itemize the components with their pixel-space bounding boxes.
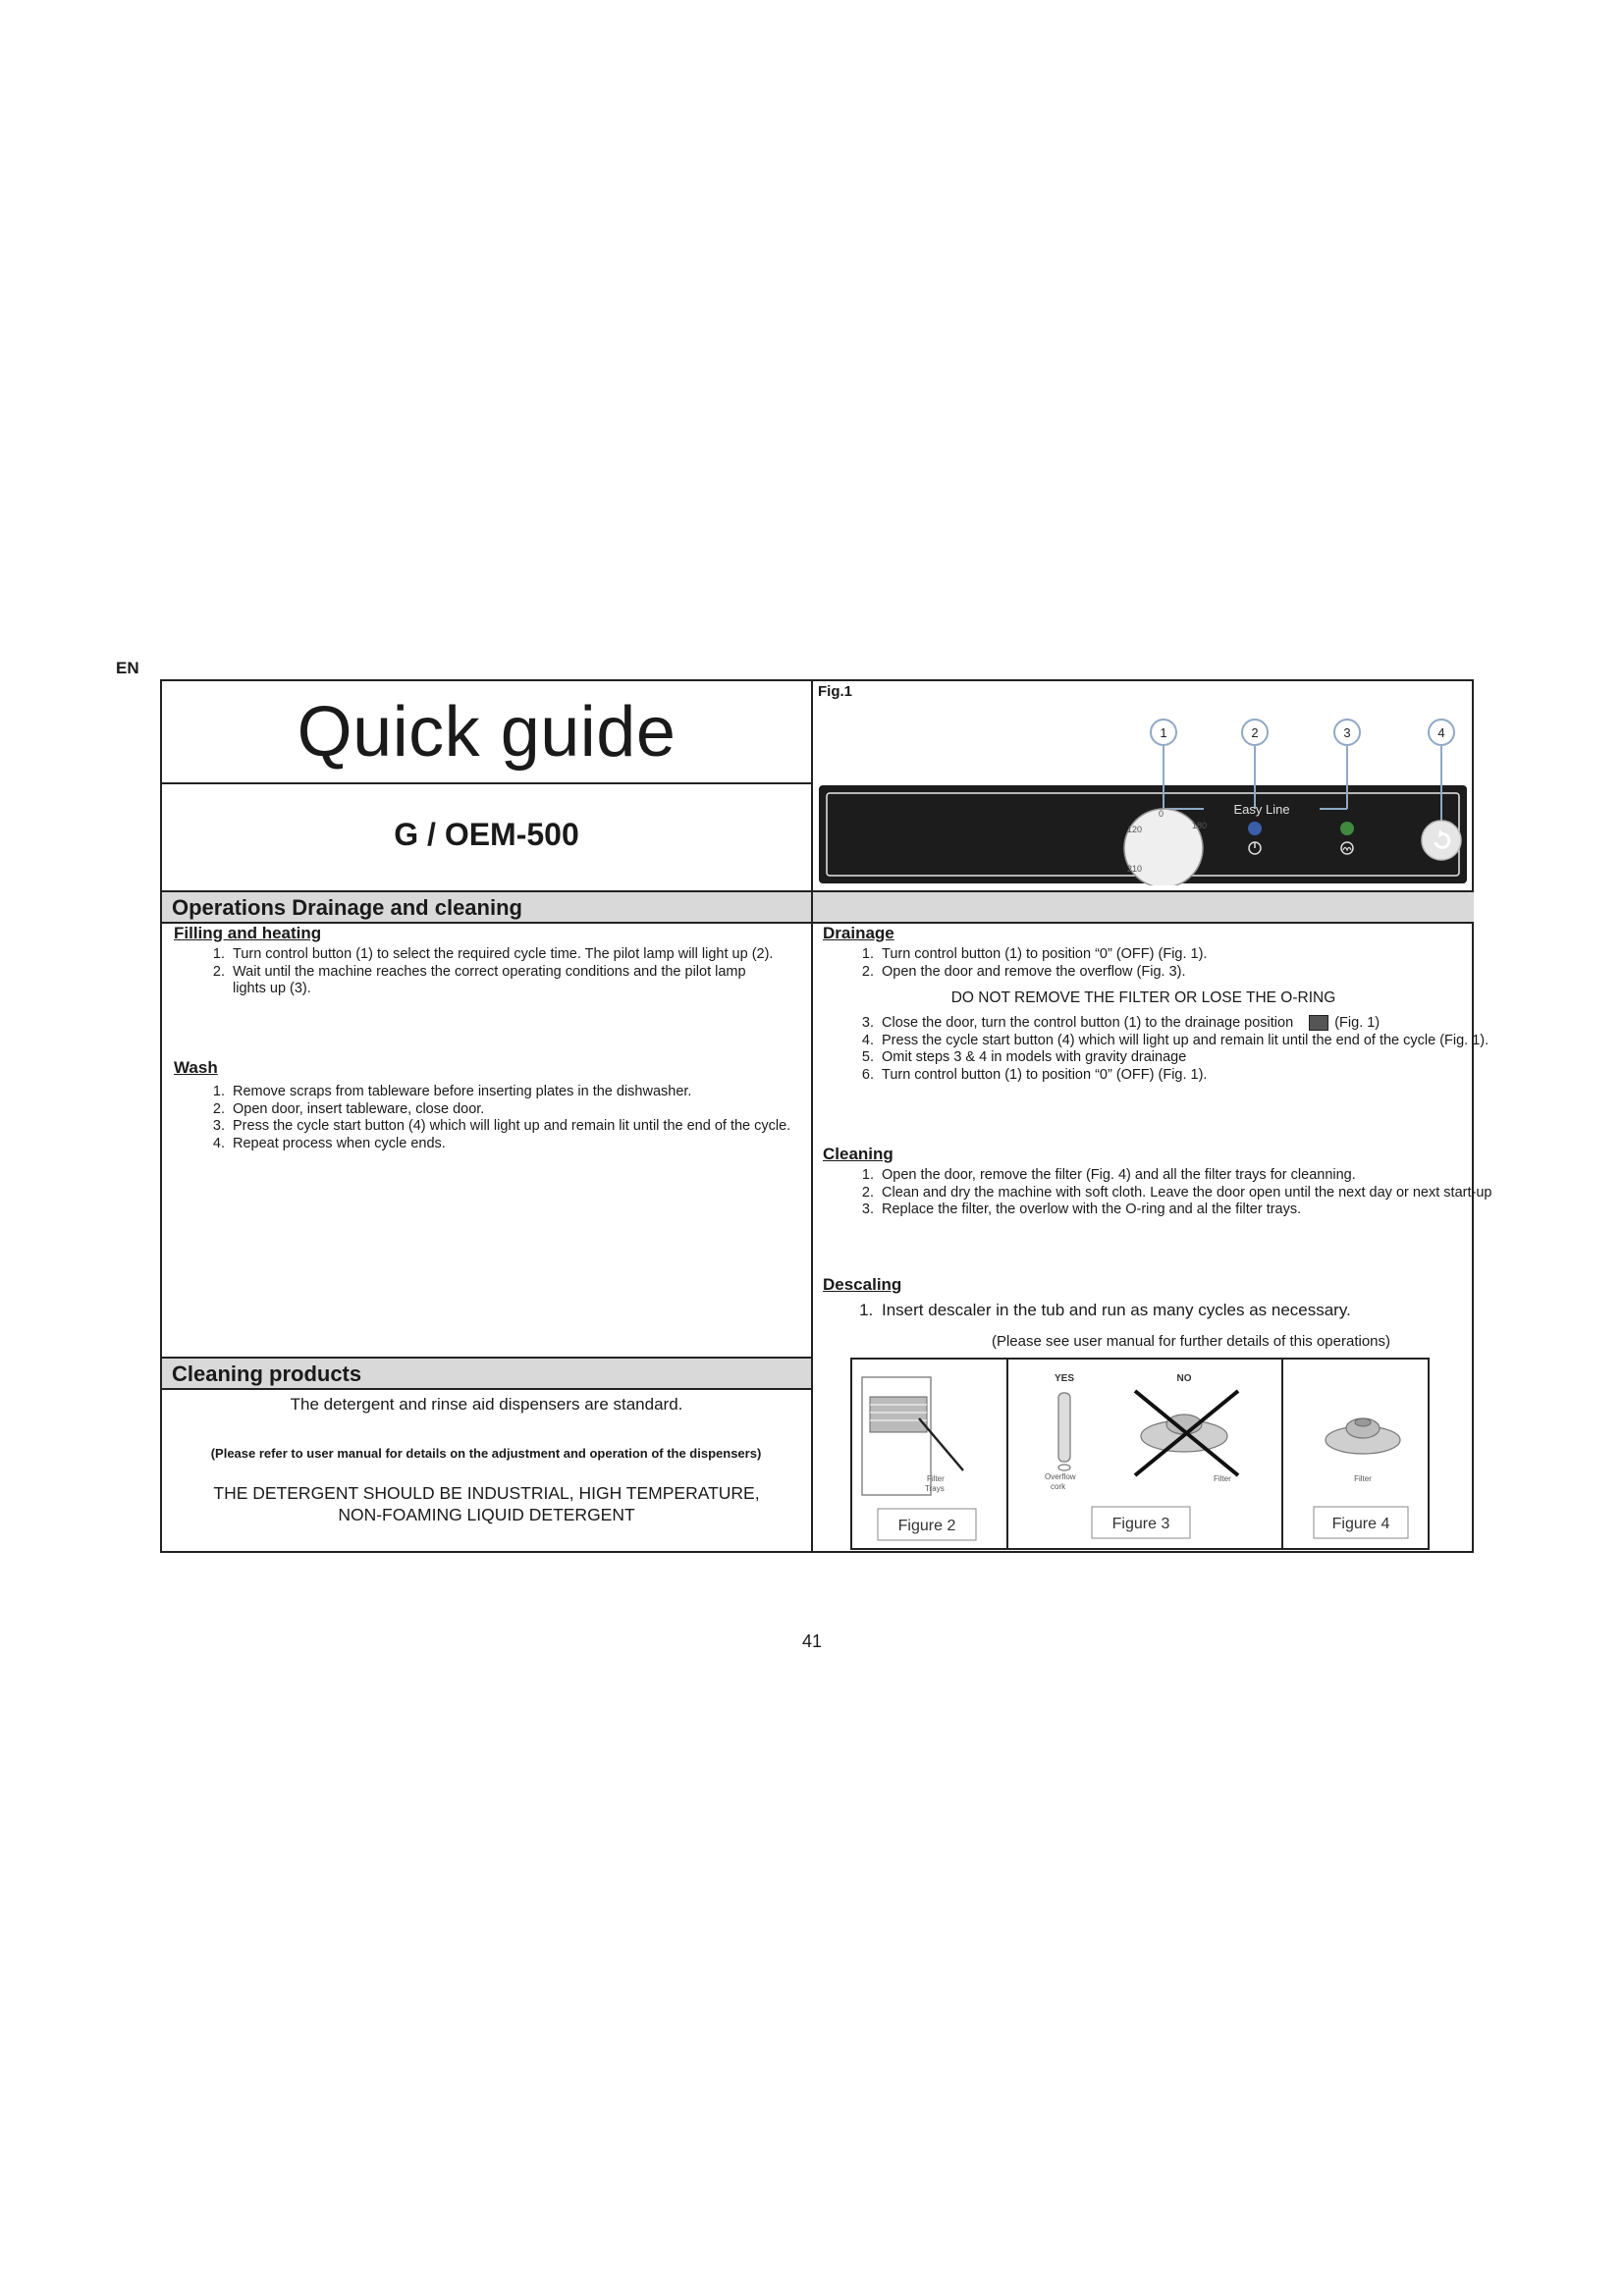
filling-step-1: 1. Turn control button (1) to select the required cycle time. The pilot lamp will light up (2).: [229, 946, 779, 964]
callout-1: [1151, 720, 1176, 745]
operations-header-band: [162, 890, 811, 924]
svg-text:210: 210: [1127, 864, 1143, 874]
title-box: [162, 681, 811, 784]
descaling-note: (Please see user manual for further details of this operations): [991, 1333, 1391, 1350]
detergent-warning: [162, 1482, 811, 1525]
svg-text:180: 180: [1192, 821, 1208, 830]
filling-steps: [182, 946, 779, 998]
figure-3-no: NO: [1176, 1373, 1192, 1384]
drainage-warning: DO NOT REMOVE THE FILTER OR LOSE THE O-RING: [950, 989, 1336, 1006]
svg-text:2: 2: [1251, 725, 1259, 740]
figure-2-caption: Figure 2: [897, 1518, 956, 1534]
detergent-warning-line-2: NON-FOAMING LIQUID DETERGENT: [338, 1505, 635, 1524]
cleaning-products-band: [162, 1357, 811, 1390]
overflow-cork-illustration: [1058, 1393, 1070, 1470]
page-number: 41: [801, 1631, 823, 1651]
brand-label: Easy Line: [1233, 802, 1290, 817]
wash-steps: [182, 1084, 818, 1152]
figure-3-caption: Figure 3: [1111, 1516, 1170, 1532]
figure-3-left-label-line-1: Overflow: [1045, 1472, 1076, 1481]
drainage-icon: [1309, 1015, 1328, 1031]
operations-header: Operations Drainage and cleaning: [172, 895, 522, 920]
drainage-step-6: 6. Turn control button (1) to position “0” (OFF) (Fig. 1).: [878, 1067, 1496, 1085]
cleaning-steps: [831, 1167, 1496, 1219]
svg-text:120: 120: [1127, 825, 1143, 834]
model-name: G / OEM-500: [394, 816, 579, 852]
callout-2: [1242, 720, 1268, 745]
descaling-steps: [831, 1300, 1496, 1321]
callout-4: [1429, 720, 1454, 745]
fig1-label: Fig.1: [818, 683, 853, 700]
cleaning-products-header: Cleaning products: [172, 1362, 362, 1386]
wash-step-4: 4. Repeat process when cycle ends.: [229, 1136, 818, 1153]
wash-heading: Wash: [174, 1058, 218, 1077]
descaling-heading: Descaling: [823, 1275, 902, 1294]
drainage-step-3-suffix: (Fig. 1): [1334, 1015, 1380, 1031]
svg-text:0: 0: [1159, 809, 1164, 819]
figure-3-left-label-line-2: cork: [1051, 1482, 1066, 1491]
drainage-step-3: [878, 1015, 1496, 1033]
figure-4-caption: Figure 4: [1331, 1516, 1390, 1532]
svg-text:4: 4: [1437, 725, 1445, 740]
wash-step-1: 1. Remove scraps from tableware before inserting plates in the dishwasher.: [229, 1084, 818, 1101]
drainage-step-3-text: Close the door, turn the control button (1) to the drainage position: [882, 1015, 1294, 1031]
language-code: EN: [116, 659, 139, 677]
drainage-step-4: 4. Press the cycle start button (4) which will light up and remain lit until the end of the cycle (Fig. 1).: [878, 1033, 1496, 1050]
drainage-steps-a: [831, 946, 1496, 981]
model-box: [162, 784, 811, 884]
cleaning-heading: Cleaning: [823, 1145, 893, 1163]
svg-text:3: 3: [1343, 725, 1351, 740]
cleaning-step-1: 1. Open the door, remove the filter (Fig. 4) and all the filter trays for cleanning.: [878, 1167, 1496, 1185]
svg-text:1: 1: [1160, 725, 1167, 740]
figure-4-label: Filter: [1354, 1474, 1372, 1483]
figure-2-label-line-2: Trays: [925, 1484, 945, 1493]
dispensers-note: (Please refer to user manual for details on the adjustment and operation of the dispensers): [210, 1446, 762, 1461]
cycle-start-button: [1422, 821, 1461, 860]
drainage-step-1: 1. Turn control button (1) to position “0” (OFF) (Fig. 1).: [878, 946, 1496, 964]
figure-2-label-line-1: Filter: [927, 1474, 945, 1483]
descaling-step-1: 1. Insert descaler in the tub and run as many cycles as necessary.: [878, 1300, 1496, 1321]
cleaning-step-3: 3. Replace the filter, the overlow with the O-ring and al the filter trays.: [878, 1201, 1496, 1219]
operations-header-band-right: [813, 890, 1474, 924]
figure-3-yes: YES: [1054, 1373, 1075, 1384]
figures-strip: [850, 1358, 1430, 1550]
drainage-heading: Drainage: [823, 924, 894, 942]
callout-3: [1334, 720, 1360, 745]
pilot-lamp-blue: [1248, 822, 1262, 835]
drainage-step-2: 2. Open the door and remove the overflow (Fig. 3).: [878, 964, 1496, 982]
quick-guide-sheet: [160, 679, 1492, 1553]
drainage-step-5: 5. Omit steps 3 & 4 in models with gravity drainage: [878, 1049, 1496, 1067]
filling-step-2: 2. Wait until the machine reaches the correct operating conditions and the pilot lamp lights up (3).: [229, 964, 779, 998]
dispensers-standard-text: The detergent and rinse aid dispensers are standard.: [290, 1395, 683, 1414]
figure-3-right-label: Filter: [1214, 1474, 1231, 1483]
wash-step-3: 3. Press the cycle start button (4) which will light up and remain lit until the end of the cycle.: [229, 1118, 818, 1136]
cleaning-step-2: 2. Clean and dry the machine with soft cloth. Leave the door open until the next day or next start-up: [878, 1185, 1496, 1202]
detergent-warning-line-1: THE DETERGENT SHOULD BE INDUSTRIAL, HIGH TEMPERATURE,: [213, 1483, 760, 1503]
filling-heading: Filling and heating: [174, 924, 322, 942]
wash-step-2: 2. Open door, insert tableware, close door.: [229, 1101, 818, 1119]
drainage-steps-b: [831, 1015, 1496, 1084]
control-panel-figure: [815, 699, 1473, 885]
page-title: Quick guide: [297, 692, 677, 772]
pilot-lamp-green: [1340, 822, 1354, 835]
